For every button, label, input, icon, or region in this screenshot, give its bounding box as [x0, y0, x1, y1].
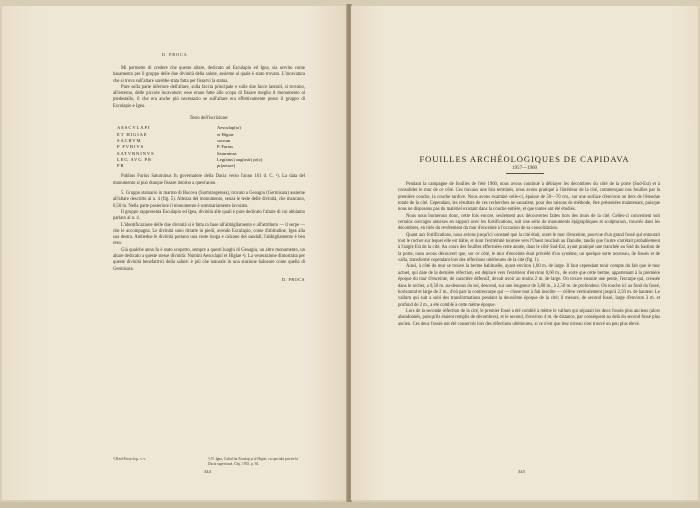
paragraph: Pendant la campagne de fouilles de l'été 1960, nous avons continué à déblayer les décombres du côté de la porte (Sud-Est) et à consolider le mur de ce côté. Ces travaux une fois terminés, nous avons pratiqué à l'intérieur de la cité, commençant nos fouilles par la première couche, la couche tardive. Nous avons examiné celle-ci, épaisse de 50—70 cm., sur une surface d'environ un tiers de l'étendue totale de la cité. Cependant, les résultats de ces recherches ne sauraient, pour des raisons de méthode, être présentées maintenant, puisque nous ne disposons pas du matériel existant dans la couche entière, et que toutes ont été étudiés.: [398, 182, 660, 213]
inscription-table: [117, 125, 305, 169]
running-head: D. PROCA: [161, 52, 188, 57]
inscription-latin: ET HIGIAE: [117, 131, 148, 137]
footnote: ¹) Real-Encyclop., s. v.: [113, 457, 146, 461]
inscription-reading: Leg(atus) aug(usti) pr(o): [217, 156, 263, 162]
paragraph: 5. Gruppo statuario in marmo di Bucova (Sarmizegetusa), trovato a Geoagiu (Germisara) assieme all'altare descritto al n. 4 (fig. 5). Altezza del monumento, senza le teste delle divinità, che mancano, 0,50 m. Nella parte posteriore il monumento è sommariamente lavorato.: [113, 191, 305, 209]
paragraph: Lors de la seconde réfection de la cité, le premier fossé a été comblé à même le vallum qui séparait les deux fossés plus anciens (alors abandonnés, puisqu'ils étaient remplis de décombres), et le second, d'environ 4 m. de distance, par conséquent au delà du second fossé plus ancien. Ces deux fossés ont été conservés lors des réfections ultérieures, si ce n'est que leur niveau s'est trouvé un peu plus élevé.: [398, 308, 660, 327]
paragraph: Ainsi, à côté du mur se trouve la berme habituelle, ayant environ 1,80 m. de large. Il faut cependant tenir compte du fait que le mur actuel, qui date de la dernière réfection, est déplacé vers l'extérieur d'environ 0,60 m., de sorte que cette berme, appartenant à la première époque du mur d'enceinte, de caractère défensif, devait avoir au moins 2 m. de large. On trouve ensuite une pente, l'escarpe qui, creusée dans le rocher, a 0,50 m. au-dessous du sol, descend, sur une longueur de 3,60 m., à 2,50 m. de profondeur. On touche ici au fond du fossé, horizontal et large de 2 m., d'où part la contrescarpe qui — chose tout à fait insolite — s'élève verticalement jusqu'à 2,50 m. de hauteur. Le vallum qui suit a subi des transformations pendant la deuxième époque de la cité; il mesure, de second fossé, large d'environ 3 m. et profond de 2 m., a été comblé à cette même époque.: [398, 264, 660, 308]
inscription-reading: P. Furius: [217, 144, 234, 150]
paragraph: Nous nous bornerons donc, cette fois encore, seulement aux découvertes faites hors des murs de la cité. Celles-ci concernent soit certains ouvrages annexes en rapport avec les fortifications, soit une série de monuments épigraphiques et sculpturaux, trouvés dans les décombres, en tirés du revêtement du mur d'enceinte à l'occasion de sa consolidation.: [398, 213, 660, 232]
inscription-reading: Aesculap(io): [217, 125, 241, 131]
right-body: [398, 182, 660, 328]
book-bottom-edge: [0, 502, 700, 508]
paragraph: Il gruppo rappresenta Esculapio ed Igea, divinità alle quali è pure dedicato l'altare di cui abbiamo parlato al n. 4.: [113, 209, 305, 222]
page-number-right: 345: [518, 469, 525, 474]
inscription-latin: SATVRNINVS: [117, 150, 155, 156]
inscription-reading: Saturninus: [217, 150, 237, 156]
left-paragraphs-intro: [113, 66, 305, 110]
inscription-reading: sacrum: [217, 137, 231, 143]
paragraph: Pure sulla parte inferiore dell'altare, sulla faccia principale e sulle due facce laterali, si trovano, all'esterno, delle piccole incavature; esse erano fatte allo scopo di fissare meglio il monumento al piedestallo, il che era anche più necessario se sull'altare era effettivamente posto il gruppo di Esculapio e Igea.: [113, 84, 305, 109]
inscription-latin: LEG AVG PR: [117, 156, 152, 162]
inscription-reading: et Higiae: [217, 131, 234, 137]
inscription-reading: pr(aetore): [217, 163, 236, 169]
right-paragraphs: [398, 182, 660, 328]
paragraph: Mi permetto di credere che questo altare, dedicato ad Esculapio ed Igea, sia servito come basamento per il gruppo delle due divinità della salute, assieme al quale è stato trovato. L'incavatura che si trova sull'altare sarebbe stata fatta per fissarvi la statua.: [113, 66, 305, 84]
author-signature: D. PROCA: [281, 276, 305, 282]
footnotes: [113, 457, 305, 466]
inscription-heading: Testo dell'iscrizione:: [189, 116, 229, 122]
left-body: [113, 66, 305, 282]
title-rule: [506, 173, 544, 174]
paragraph: L'identificazione delle due divinità si è fatta in base all'abbigliamento e all'attributo — il serpe — che le accompagna. Le divinità sono ritratte in piedi, avendo Esculapio, come d'abitudine, Igea alla sua destra. Ambedue le divinità portano una veste lunga e calzano dei sandali; l'abbigliamento è ben reso.: [113, 222, 305, 247]
paragraph: Quant aux fortifications, nous avions jusqu'ici constaté que la cité était, outre le mur d'enceinte, pourvue d'un grand fossé qui entourait tout le rocher sur lequel elle est bâtie, et dont l'extrémité tournée vers l'Ouest touchait au Danube, tandis que l'autre s'arrêtait probablement à l'angle Est de la cité. Au cours des fouilles effectuées cette année, dans le côté Sud-Est, ayant pratiqué une tranchée au Sud du bastion de la porte, nous avons découvert que, sur ce côté, le mur d'enceinte était précédé d'un système, un quelque sorte nouveau, de fossés et de valla, transformé cependant lors des réfections ultérieures de la cité (fig. 1).: [398, 232, 660, 264]
paragraph: Già qualche anno fa è stato scoperto, sempre a questi luoghi di Geoagiu, un altro monumento, un altare dedicato a queste stesse divinità: Numini Aesculapii et Higiae ²). La venerazione dimostrata per queste divinità benefattrici della salute: è più che naturale in una stazione balneare come quella di Germisara.: [113, 247, 305, 272]
article-dates: 1957—1960: [512, 166, 537, 171]
inscription-latin: SACRVM: [117, 137, 142, 143]
right-page: [351, 6, 698, 500]
paragraph: Publius Furius Saturninus fu governatore della Dacia verso l'anno 161 d. C. ¹). La data del monumento si può dunque fissare intorno a quest'anno.: [113, 174, 305, 186]
article-title: FOUILLES ARCHÉOLOGIQUES DE CAPIDAVA: [419, 154, 630, 164]
inscription-latin: P FVRIVS: [117, 144, 145, 150]
left-paragraphs-main: [113, 174, 305, 272]
inscription-latin: AESCVLAPI: [117, 125, 151, 131]
page-number-left: 344: [204, 469, 211, 474]
footnote: ²) N. Igna, Cultul lui Esculap şi al Higiei, cu specială privire la Dacia superioară, Cluj, 1935, p. 94.: [208, 457, 298, 466]
inscription-latin: PR: [117, 163, 125, 169]
left-page: [2, 6, 347, 500]
